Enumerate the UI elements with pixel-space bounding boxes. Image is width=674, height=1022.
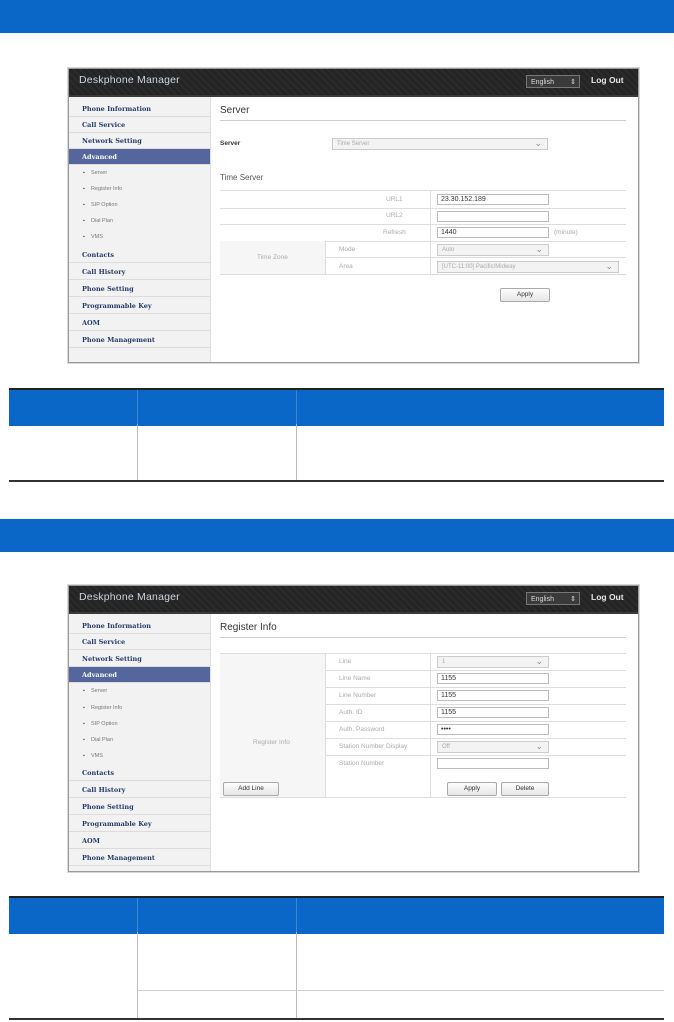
sidebar-item-phone-management[interactable]: Phone Management xyxy=(69,850,210,866)
area-label: Area xyxy=(339,263,353,270)
station-number-input[interactable] xyxy=(437,758,549,769)
register-info-screenshot xyxy=(68,585,639,872)
sidebar-item-network-setting[interactable]: Network Setting xyxy=(69,651,210,667)
table-rule xyxy=(220,653,626,654)
sidebar-subitem-server[interactable]: ▪ Server xyxy=(69,683,210,699)
logout-link[interactable]: Log Out xyxy=(591,592,624,602)
app-title: Deskphone Manager xyxy=(79,74,180,86)
language-select[interactable] xyxy=(526,592,580,605)
sidebar-item-phone-management[interactable]: Phone Management xyxy=(69,332,210,348)
table-rule xyxy=(325,257,626,258)
app-header xyxy=(69,69,638,97)
sidebar-item-call-history[interactable]: Call History xyxy=(69,264,210,280)
main-panel xyxy=(211,97,638,362)
line-label: Line xyxy=(339,658,352,665)
apply-button[interactable]: Apply xyxy=(500,288,550,302)
table-col-divider xyxy=(325,241,326,274)
server-screenshot xyxy=(68,68,639,363)
table-col-divider xyxy=(325,653,326,797)
language-select[interactable] xyxy=(526,75,580,88)
sidebar-item-aom[interactable]: AOM xyxy=(69,315,210,331)
url1-label: URL1 xyxy=(386,196,403,203)
app-title: Deskphone Manager xyxy=(79,591,180,603)
sidebar-subitem-server[interactable]: ▪ Server xyxy=(69,165,210,181)
area-select-value: [UTC-11:00] Pacific/Midway xyxy=(442,264,516,270)
line-select[interactable] xyxy=(437,656,549,668)
sidebar-item-programmable-key[interactable]: Programmable Key xyxy=(69,816,210,832)
mode-select-value: Auto xyxy=(442,247,455,253)
line-number-label: Line Number xyxy=(339,692,377,699)
delete-button[interactable]: Delete xyxy=(501,782,549,796)
sidebar-subitem-register-info[interactable]: ▪ Register Info xyxy=(69,181,210,197)
server-select-value: Time Server xyxy=(337,141,370,147)
station-number-label: Station Number xyxy=(339,760,385,767)
line-select-value: 1 xyxy=(442,659,446,665)
description-table-2 xyxy=(9,896,664,1022)
time-zone-label: Time Zone xyxy=(257,254,288,261)
title-divider xyxy=(220,637,626,638)
area-select[interactable] xyxy=(437,261,619,273)
table-col-divider xyxy=(137,932,138,1020)
sidebar-item-aom[interactable]: AOM xyxy=(69,833,210,849)
select-arrows-icon: ⇕ xyxy=(570,79,576,86)
register-info-group-cell xyxy=(220,653,325,797)
url2-input[interactable] xyxy=(437,211,549,222)
section-banner-1 xyxy=(0,0,674,33)
table-rule xyxy=(220,224,626,225)
table-col-divider xyxy=(430,653,431,797)
table-col-divider xyxy=(137,424,138,481)
sidebar-subitem-vms[interactable]: ▪ VMS xyxy=(69,748,210,764)
auth-password-label: Auth. Password xyxy=(339,726,385,733)
url1-input[interactable]: 23.30.152.189 xyxy=(437,194,549,205)
table-rule xyxy=(325,738,626,739)
server-select[interactable] xyxy=(332,138,548,150)
sidebar xyxy=(69,97,211,362)
table-col-divider xyxy=(430,190,431,241)
url2-label: URL2 xyxy=(386,212,403,219)
table-rule xyxy=(220,190,626,191)
page-title: Server xyxy=(220,105,250,116)
time-server-heading: Time Server xyxy=(220,173,264,182)
logout-link[interactable]: Log Out xyxy=(591,75,624,85)
line-name-label: Line Name xyxy=(339,675,371,682)
header-col-divider xyxy=(296,390,297,424)
add-line-button[interactable]: Add Line xyxy=(223,782,279,796)
sidebar-item-phone-setting[interactable]: Phone Setting xyxy=(69,799,210,815)
sidebar-item-network-setting[interactable]: Network Setting xyxy=(69,133,210,149)
sidebar-item-phone-setting[interactable]: Phone Setting xyxy=(69,281,210,297)
table-header xyxy=(9,388,664,426)
chevron-down-icon: ⌄ xyxy=(535,244,543,254)
sidebar-subitem-sip-option[interactable]: ▪ SIP Option xyxy=(69,716,210,732)
table-rule xyxy=(220,208,626,209)
table-rule xyxy=(325,704,626,705)
header-col-divider xyxy=(137,898,138,932)
register-info-group-label: Register Info xyxy=(253,739,290,746)
sidebar-subitem-vms[interactable]: ▪ VMS xyxy=(69,229,210,245)
sidebar-item-contacts[interactable]: Contacts xyxy=(69,765,210,781)
page-title: Register Info xyxy=(220,622,277,633)
sidebar-subitem-dial-plan[interactable]: ▪ Dial Plan xyxy=(69,213,210,229)
sidebar-item-call-history[interactable]: Call History xyxy=(69,782,210,798)
sidebar-item-phone-information[interactable]: Phone Information xyxy=(69,618,210,634)
table-header xyxy=(9,896,664,934)
select-arrows-icon: ⇕ xyxy=(570,596,576,603)
station-display-value: Off xyxy=(442,744,450,750)
table-rule xyxy=(325,687,626,688)
table-rule xyxy=(325,721,626,722)
refresh-unit: (minute) xyxy=(554,229,578,236)
table-rule xyxy=(220,274,626,275)
table-bottom-border xyxy=(9,1018,664,1020)
auth-password-input[interactable]: •••• xyxy=(437,724,549,735)
sidebar-item-phone-information[interactable]: Phone Information xyxy=(69,101,210,117)
sidebar-subitem-dial-plan[interactable]: ▪ Dial Plan xyxy=(69,732,210,748)
auth-id-input[interactable]: 1155 xyxy=(437,707,549,718)
sidebar-subitem-register-info[interactable]: ▪ Register Info xyxy=(69,700,210,716)
station-number-display-select[interactable] xyxy=(437,741,549,753)
auth-id-label: Auth. ID xyxy=(339,709,363,716)
mode-label: Mode xyxy=(339,246,356,253)
header-col-divider xyxy=(296,898,297,932)
refresh-input[interactable]: 1440 xyxy=(437,227,549,238)
table-bottom-border xyxy=(9,480,664,482)
chevron-down-icon: ⌄ xyxy=(535,741,543,751)
table-rule xyxy=(325,670,626,671)
description-table-1 xyxy=(9,388,664,483)
station-number-display-label: Station Number Display xyxy=(339,743,408,750)
sidebar-item-contacts[interactable]: Contacts xyxy=(69,247,210,263)
sidebar-item-advanced[interactable]: Advanced xyxy=(69,149,210,165)
mode-select[interactable] xyxy=(437,244,549,256)
sidebar-item-programmable-key[interactable]: Programmable Key xyxy=(69,298,210,314)
table-rule xyxy=(325,755,626,756)
table-col-divider xyxy=(430,241,431,274)
sidebar-item-call-service[interactable]: Call Service xyxy=(69,117,210,133)
sidebar-subitem-sip-option[interactable]: ▪ SIP Option xyxy=(69,197,210,213)
chevron-down-icon: ⌄ xyxy=(534,138,542,148)
language-value: English xyxy=(531,79,554,86)
table-rule xyxy=(220,797,626,798)
line-name-input[interactable]: 1155 xyxy=(437,673,549,684)
chevron-down-icon: ⌄ xyxy=(605,261,613,271)
sidebar-item-call-service[interactable]: Call Service xyxy=(69,634,210,650)
app-header xyxy=(69,586,638,614)
line-number-input[interactable]: 1155 xyxy=(437,690,549,701)
section-banner-2 xyxy=(0,519,674,552)
sidebar xyxy=(69,614,211,871)
title-divider xyxy=(220,120,626,121)
apply-button[interactable]: Apply xyxy=(447,782,497,796)
main-panel xyxy=(211,614,638,871)
chevron-down-icon: ⌄ xyxy=(535,656,543,666)
table-col-divider xyxy=(296,932,297,1020)
header-col-divider xyxy=(137,390,138,424)
table-row-divider xyxy=(137,990,664,991)
sidebar-item-advanced[interactable]: Advanced xyxy=(69,667,210,683)
language-value: English xyxy=(531,596,554,603)
table-col-divider xyxy=(296,424,297,481)
server-label: Server xyxy=(220,140,241,147)
refresh-label: Refresh xyxy=(383,229,406,236)
